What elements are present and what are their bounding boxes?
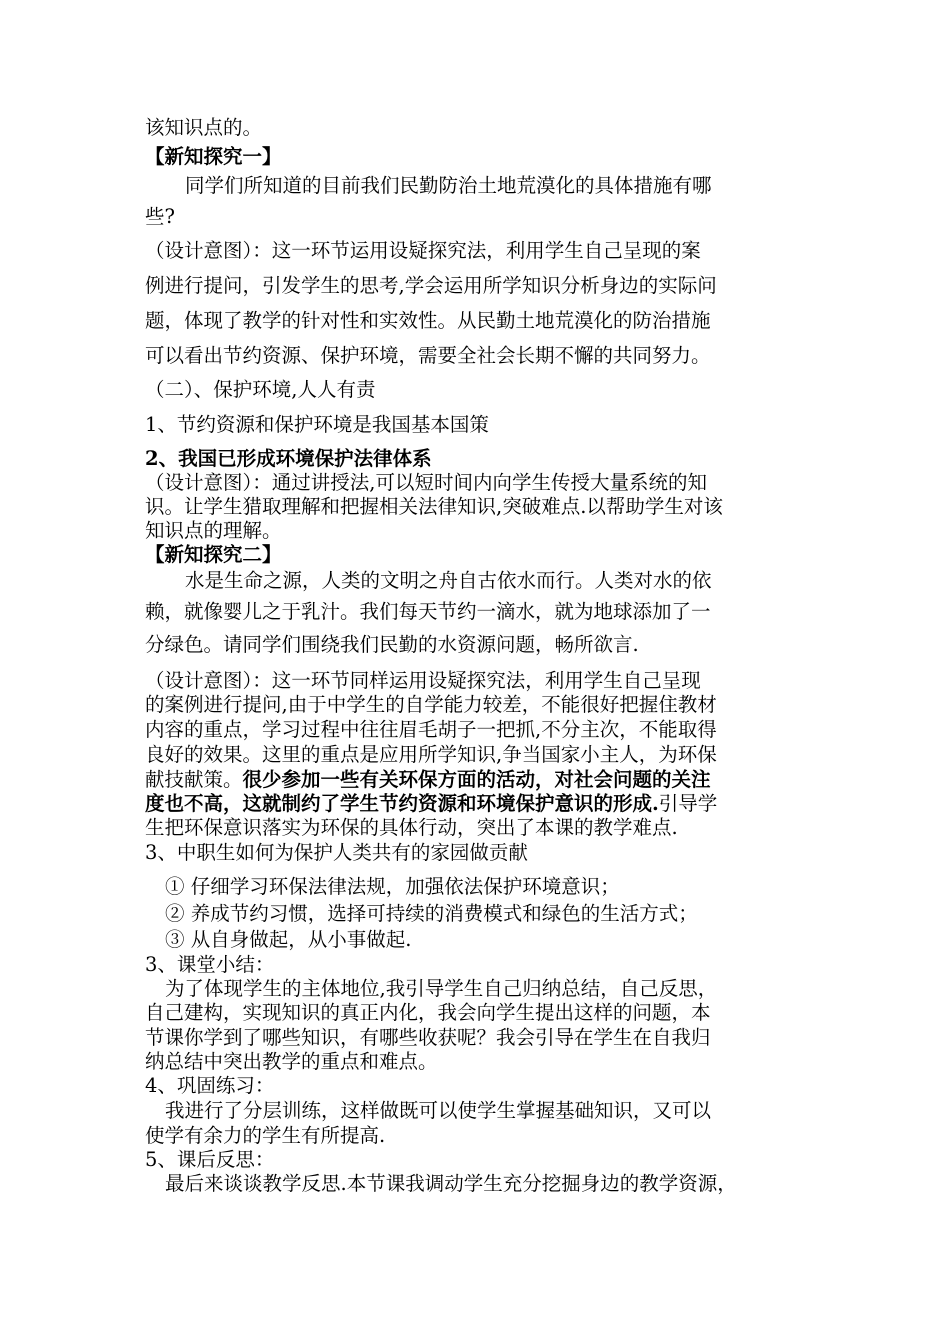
subsection-heading: （二）、保护环境,人人有责 — [145, 378, 376, 401]
text-line: 同学们所知道的目前我们民勤防治土地荒漠化的具体措施有哪 — [185, 174, 712, 197]
text-line: 例进行提问，引发学生的思考,学会运用所学知识分析身边的实际问 — [145, 274, 717, 297]
text-line — [145, 770, 711, 790]
text-line: 最后来谈谈教学反思.本节课我调动学生充分挖掘身边的教学资源， — [165, 1172, 737, 1195]
list-item: ③ 从自身做起，从小事做起. — [165, 928, 412, 951]
text-line: 题，体现了教学的针对性和实效性。从民勤土地荒漠化的防治措施 — [145, 309, 711, 332]
text-line: 可以看出节约资源、保护环境，需要全社会长期不懈的共同努力。 — [145, 344, 711, 367]
text-line: 自己建构，实现知识的真正内化，我会向学生提出这样的问题，本 — [145, 1001, 711, 1024]
bold-text-segment: 很少参加一些有关环保方面的活动，对社会问题的关注 — [242, 768, 711, 791]
section-heading: 【新知探究一】 — [145, 145, 282, 168]
text-line: （设计意图）：这一环节运用设疑探究法，利用学生自己呈现的案 — [145, 239, 701, 262]
text-line: 3、课堂小结： — [145, 953, 275, 976]
bold-text-segment: 度也不高，这就制约了学生节约资源和环境保护意识的形成. — [145, 792, 659, 815]
text-line: 识。让学生猎取理解和把握相关法律知识,突破难点.以帮助学生对该 — [145, 495, 723, 518]
text-line: 1、节约资源和保护环境是我国基本国策 — [145, 413, 489, 436]
text-segment: 引导学 — [658, 792, 718, 815]
text-line: 为了体现学生的主体地位,我引导学生自己归纳总结，自己反思， — [165, 977, 718, 1000]
text-line: 些? — [145, 205, 175, 228]
text-line: 我进行了分层训练，这样做既可以使学生掌握基础知识，又可以 — [165, 1099, 712, 1122]
text-line: 该知识点的。 — [145, 116, 263, 139]
text-line: 4、巩固练习： — [145, 1074, 275, 1097]
text-line: 良好的效果。这里的重点是应用所学知识,争当国家小主人，为环保 — [145, 743, 717, 766]
text-line: 3、中职生如何为保护人类共有的家园做贡献 — [145, 841, 528, 864]
text-line: 的案例进行提问,由于中学生的自学能力较差，不能很好把握住教材 — [145, 693, 717, 716]
text-line: 知识点的理解。 — [145, 519, 282, 542]
text-line: 内容的重点，学习过程中往往眉毛胡子一把抓,不分主次，不能取得 — [145, 718, 717, 741]
text-line: 节课你学到了哪些知识，有哪些收获呢？我会引导在学生在自我归 — [145, 1026, 711, 1049]
list-item: ② 养成节约习惯，选择可持续的消费模式和绿色的生活方式； — [165, 902, 698, 925]
text-line: 分绿色。请同学们围绕我们民勤的水资源问题，畅所欲言. — [145, 633, 639, 656]
text-line: 生把环保意识落实为环保的具体行动，突出了本课的教学难点. — [145, 816, 678, 839]
text-line: 5、课后反思： — [145, 1148, 275, 1171]
section-heading: 【新知探究二】 — [145, 543, 282, 566]
list-item: ① 仔细学习环保法律法规，加强依法保护环境意识； — [165, 875, 620, 898]
text-line: 使学有余力的学生有所提高. — [145, 1124, 386, 1147]
text-line: 水是生命之源，人类的文明之舟自古依水而行。人类对水的依 — [185, 569, 712, 592]
text-line: （设计意图）：通过讲授法,可以短时间内向学生传授大量系统的知 — [145, 471, 707, 494]
bold-heading: 2、我国已形成环境保护法律体系 — [145, 447, 432, 470]
text-line: 赖，就像婴儿之于乳汁。我们每天节约一滴水，就为地球添加了一 — [145, 600, 711, 623]
text-segment: 献技献策。 — [145, 768, 243, 791]
text-line: 纳总结中突出教学的重点和难点。 — [145, 1050, 438, 1073]
text-line — [145, 794, 717, 814]
text-line: （设计意图）：这一环节同样运用设疑探究法，利用学生自己呈现 — [145, 669, 701, 692]
